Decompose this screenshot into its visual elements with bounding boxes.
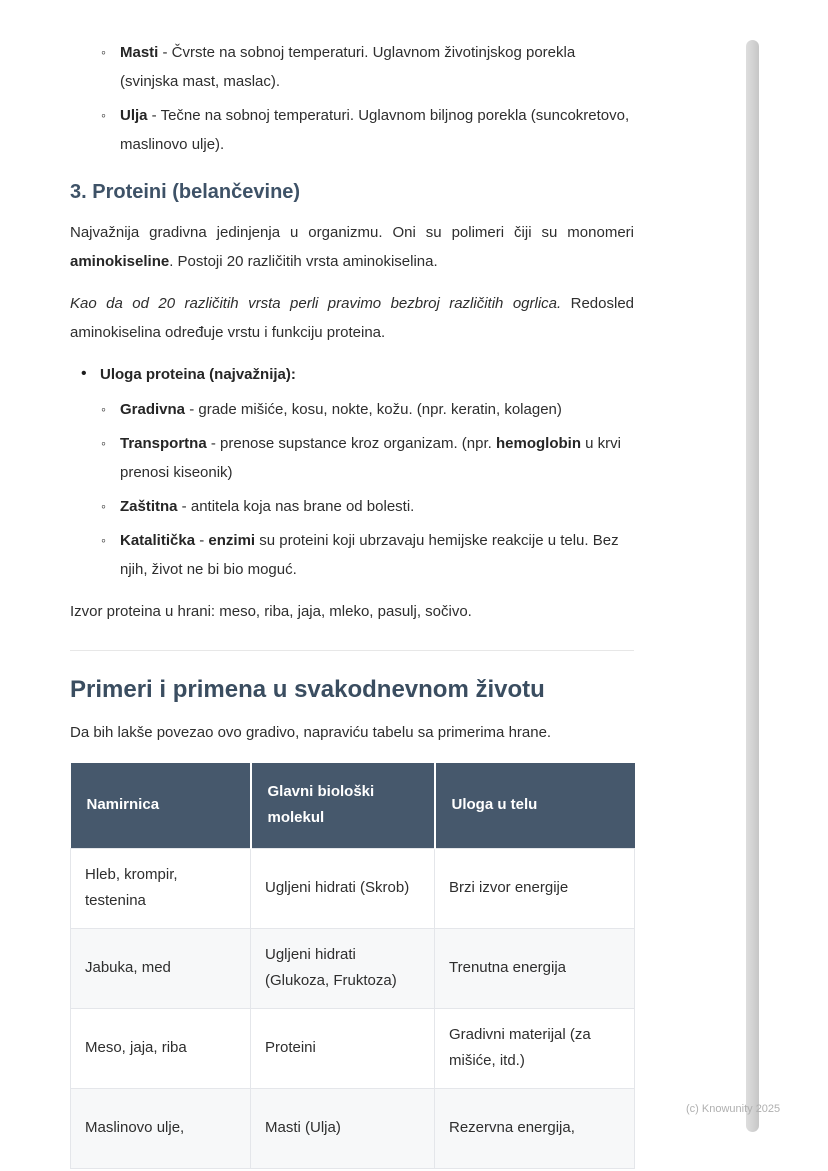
analogy-italic: Kao da od 20 različitih vrsta perli pravimo bezbroj različitih ogrlica.	[70, 295, 562, 312]
role-bold-enzimi: enzimi	[208, 532, 256, 549]
role-text2-transportna: u krvi prenosi kiseonik)	[120, 435, 622, 481]
list-item-gradivna	[70, 395, 634, 424]
table-cell: Proteini	[251, 1008, 435, 1088]
intro-bold-aminokiseline: aminokiseline	[70, 253, 170, 270]
role-term-transportna: Transportna	[120, 435, 207, 452]
table-cell: Trenutna energija	[435, 928, 635, 1008]
circle-bullet-icon: ◦	[101, 44, 106, 60]
intro-part1: Najvažnija gradivna jedinjenja u organizmu. Oni su polimeri čiji su monomeri	[70, 224, 634, 241]
fats-list	[70, 38, 634, 159]
table-row	[71, 848, 635, 928]
role-text1-transportna: - prenose supstance kroz organizam. (npr.	[206, 435, 496, 452]
table-cell: Ugljeni hidrati (Skrob)	[251, 848, 435, 928]
table-header-row	[71, 763, 635, 848]
footer-copyright: (c) Knowunity 2025	[686, 1103, 781, 1115]
table-cell: Meso, jaja, riba	[71, 1008, 251, 1088]
list-item-transportna	[70, 429, 634, 487]
table-cell: Maslinovo ulje,	[71, 1088, 251, 1168]
table-cell: Hleb, krompir, testenina	[71, 848, 251, 928]
paragraph-examples-intro: Da bih lakše povezao ovo gradivo, napraviću tabelu sa primerima hrane.	[70, 724, 552, 741]
section-heading-primeri: Primeri i primena u svakodnevnom životu	[70, 676, 545, 703]
list-item-zastitna	[70, 492, 634, 521]
role-term-zastitna: Zaštitna	[120, 498, 178, 515]
paragraph-protein-sources: Izvor proteina u hrani: meso, riba, jaja, mleko, pasulj, sočivo.	[70, 603, 472, 620]
fats-text-ulja: - Tečne na sobnoj temperaturi. Uglavnom biljnog porekla (suncokretovo, maslinovo ulje).	[120, 107, 630, 153]
document-page	[70, 38, 634, 1169]
circle-bullet-icon: ◦	[101, 435, 106, 451]
roles-title: Uloga proteina (najvažnija):	[100, 366, 296, 383]
analogy-rest: Redosled aminokiselina određuje vrstu i funkciju proteina.	[70, 295, 634, 341]
list-item-masti	[70, 38, 634, 96]
role-bold-hemoglobin: hemoglobin	[496, 435, 581, 452]
table-header-uloga: Uloga u telu	[435, 763, 635, 848]
role-term-gradivna: Gradivna	[120, 401, 186, 418]
role-text1-kataliticka: -	[195, 532, 209, 549]
table-header-namirnica: Namirnica	[71, 763, 251, 848]
section-divider	[70, 650, 634, 651]
circle-bullet-icon: ◦	[101, 401, 106, 417]
section-heading-proteini: 3. Proteini (belančevine)	[70, 181, 301, 203]
table-row	[71, 1008, 635, 1088]
list-item-roles-title	[70, 360, 634, 389]
table-cell: Jabuka, med	[71, 928, 251, 1008]
table-cell: Ugljeni hidrati (Glukoza, Fruktoza)	[251, 928, 435, 1008]
circle-bullet-icon: ◦	[101, 107, 106, 123]
table-row	[71, 928, 635, 1008]
table-cell: Brzi izvor energije	[435, 848, 635, 928]
table-cell: Masti (Ulja)	[251, 1088, 435, 1168]
table-row	[71, 1088, 635, 1168]
role-text2-kataliticka: su proteini koji ubrzavaju hemijske reakcije u telu. Bez njih, život ne bi bio moguć.	[120, 532, 619, 578]
circle-bullet-icon: ◦	[101, 532, 106, 548]
circle-bullet-icon: ◦	[101, 498, 106, 514]
table-header-molekul: Glavni biološki molekul	[251, 763, 435, 848]
food-examples-table	[70, 763, 635, 1169]
protein-roles-list	[70, 395, 634, 584]
fats-term-masti: Masti	[120, 44, 159, 61]
role-text-zastitna: - antitela koja nas brane od bolesti.	[177, 498, 415, 515]
list-item-kataliticka	[70, 526, 634, 584]
paragraph-analogy	[70, 289, 634, 347]
fats-text-masti: - Čvrste na sobnoj temperaturi. Uglavnom životinjskog porekla (svinjska mast, maslac).	[120, 44, 576, 90]
disc-bullet-icon: •	[81, 365, 87, 382]
scrollbar[interactable]	[746, 40, 759, 1132]
table-cell: Rezervna energija,	[435, 1088, 635, 1168]
role-text-gradivna: - grade mišiće, kosu, nokte, kožu. (npr. keratin, kolagen)	[185, 401, 562, 418]
role-term-kataliticka: Katalitička	[120, 532, 196, 549]
fats-term-ulja: Ulja	[120, 107, 148, 124]
table-cell: Gradivni materijal (za mišiće, itd.)	[435, 1008, 635, 1088]
list-item-ulja	[70, 101, 634, 159]
intro-part2: . Postoji 20 različitih vrsta aminokiselina.	[169, 253, 438, 270]
protein-roles-title-list	[70, 360, 634, 389]
paragraph-proteins-intro	[70, 218, 634, 276]
